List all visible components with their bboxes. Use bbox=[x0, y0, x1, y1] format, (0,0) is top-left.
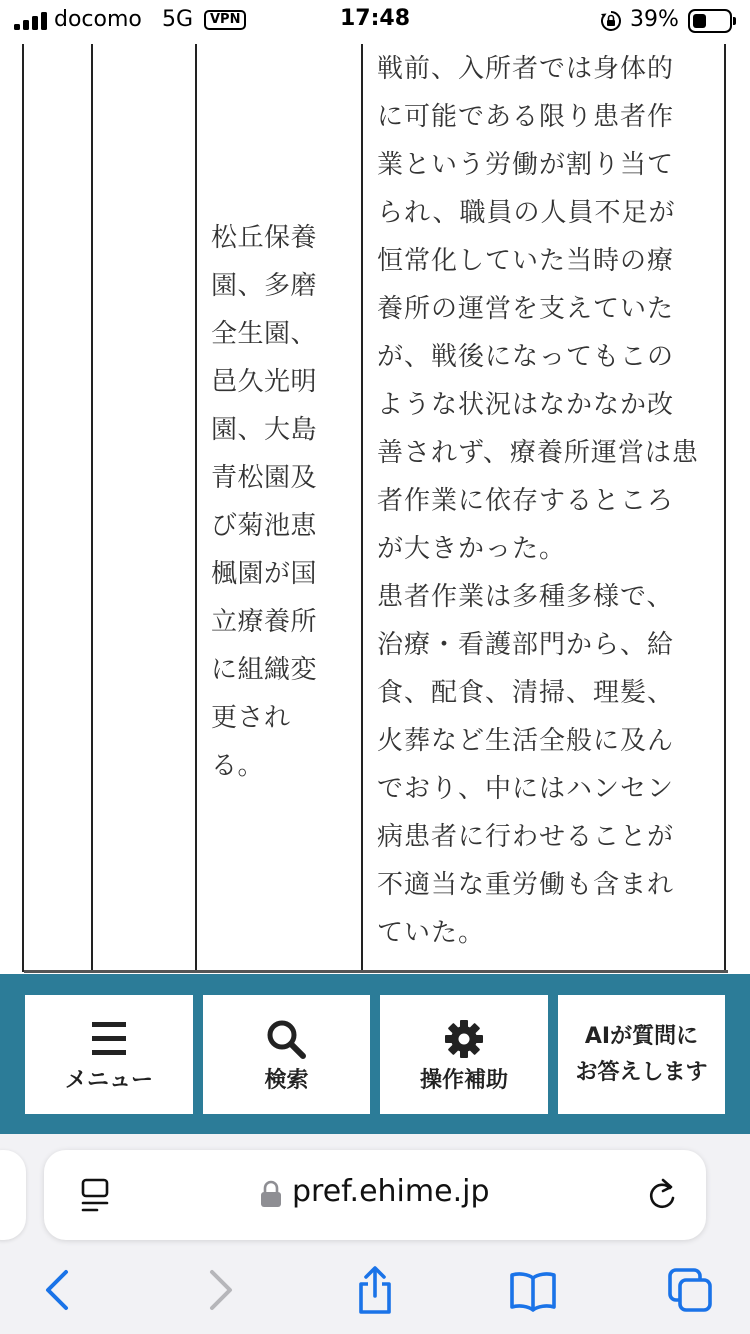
description-cell-line: ていた。 bbox=[377, 918, 486, 948]
reload-icon[interactable] bbox=[644, 1176, 680, 1214]
search-button[interactable] bbox=[203, 995, 370, 1114]
institution-cell-line: 楓園が国 bbox=[211, 559, 318, 589]
institution-cell-line: び菊池恵 bbox=[211, 511, 318, 541]
browser-toolbar bbox=[0, 1134, 750, 1334]
description-cell-line: 者作業に依存するところ bbox=[377, 486, 675, 516]
accessibility-button-label: 操作補助 bbox=[419, 1068, 508, 1093]
institution-cell-line: 園、多磨 bbox=[211, 271, 318, 301]
description-cell-line: に可能である限り患者作 bbox=[377, 102, 675, 132]
institution-cell-line: 松丘保養 bbox=[211, 223, 318, 253]
battery-percent: 39% bbox=[630, 7, 679, 32]
institution-cell-line: 更され bbox=[211, 703, 291, 733]
institution-cell-line: 全生園、 bbox=[211, 319, 318, 349]
institution-cell bbox=[211, 214, 351, 790]
carrier-name: docomo bbox=[54, 7, 142, 32]
description-cell-line: 火葬など生活全般に及ん bbox=[377, 726, 675, 756]
site-bottom-nav bbox=[0, 974, 750, 1134]
vpn-badge: VPN bbox=[204, 10, 246, 30]
address-bar[interactable] bbox=[44, 1150, 706, 1240]
description-cell-line: られ、職員の人員不足が bbox=[377, 198, 676, 228]
description-cell-line: 不適当な重労働も含まれ bbox=[377, 870, 675, 900]
description-cell-line: 戦前、入所者では身体的 bbox=[377, 54, 675, 84]
table-column-divider bbox=[91, 44, 93, 972]
table-border-right bbox=[724, 44, 726, 972]
institution-cell-line: 邑久光明 bbox=[211, 367, 318, 397]
accessibility-button[interactable] bbox=[380, 995, 548, 1114]
ai-assistant-label-line1: AIが質問に bbox=[584, 1024, 699, 1049]
table-border-left bbox=[22, 44, 24, 972]
back-icon[interactable] bbox=[34, 1266, 82, 1314]
ai-assistant-label bbox=[558, 1019, 725, 1091]
description-cell-line: 恒常化していた当時の療 bbox=[377, 246, 675, 276]
share-icon[interactable] bbox=[351, 1266, 399, 1314]
ai-assistant-button[interactable] bbox=[558, 995, 725, 1114]
institution-cell-line: 立療養所 bbox=[211, 607, 318, 637]
description-cell-line: 業という労働が割り当て bbox=[377, 150, 675, 180]
description-cell-line: 治療・看護部門から、給 bbox=[377, 630, 675, 660]
description-cell-line: が、戦後になってもこの bbox=[377, 342, 675, 372]
forward-icon[interactable] bbox=[196, 1266, 244, 1314]
description-cell-line: 患者作業は多種多様で、 bbox=[377, 582, 674, 612]
description-cell-line: 食、配食、清掃、理髪、 bbox=[377, 678, 675, 708]
url-text[interactable]: pref.ehime.jp bbox=[292, 1174, 490, 1209]
secure-lock-icon bbox=[260, 1180, 282, 1208]
previous-tab-peek[interactable] bbox=[0, 1150, 26, 1240]
table-column-divider bbox=[195, 44, 197, 972]
description-cell-line: 病患者に行わせることが bbox=[377, 822, 675, 852]
menu-button-label: メニュー bbox=[64, 1068, 153, 1093]
description-cell-line: が大きかった。 bbox=[377, 534, 567, 564]
description-cell-line: 養所の運営を支えていた bbox=[377, 294, 675, 324]
table-column-divider bbox=[361, 44, 363, 972]
institution-cell-line: に組織変 bbox=[211, 655, 318, 685]
network-type: 5G bbox=[162, 7, 194, 32]
tabs-icon[interactable] bbox=[666, 1266, 714, 1314]
status-time: 17:48 bbox=[339, 6, 411, 31]
search-button-label: 検索 bbox=[264, 1068, 309, 1093]
institution-cell-line: 青松園及 bbox=[211, 463, 318, 493]
ai-assistant-label-line2: お答えします bbox=[575, 1060, 708, 1085]
orientation-lock-icon bbox=[600, 10, 622, 32]
bookmarks-icon[interactable] bbox=[509, 1266, 557, 1314]
description-cell-line: でおり、中にはハンセン bbox=[377, 774, 675, 804]
institution-cell-line: る。 bbox=[211, 751, 265, 781]
institution-cell-line: 園、大島 bbox=[211, 415, 318, 445]
gear-icon bbox=[380, 1019, 548, 1059]
description-cell-line: ような状況はなかなか改 bbox=[377, 390, 675, 420]
hamburger-menu-icon bbox=[25, 1019, 193, 1059]
description-cell bbox=[377, 45, 717, 957]
menu-button[interactable] bbox=[25, 995, 193, 1114]
page-menu-icon[interactable] bbox=[80, 1178, 112, 1214]
table-row-border bbox=[24, 970, 728, 973]
status-bar bbox=[0, 0, 750, 44]
data-table bbox=[0, 44, 750, 974]
search-icon bbox=[203, 1019, 370, 1059]
description-cell-line: 善されず、療養所運営は患 bbox=[377, 438, 699, 468]
battery-icon bbox=[688, 9, 732, 33]
